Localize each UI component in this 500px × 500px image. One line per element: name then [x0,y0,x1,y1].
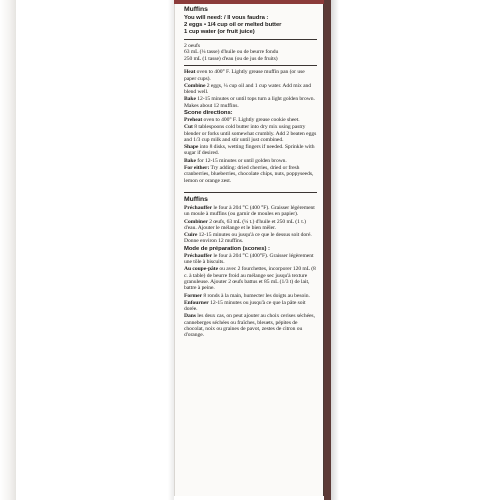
recipe-step: Preheat oven to 400° F. Lightly grease cookie sheet. [184,117,300,123]
recipe-step: Bake 12-15 minutes or until tops turn a light golden brown. Makes about 12 muffins. [184,96,315,109]
recipe-step: Préchauffer le four à 204 °C (400°F). Graisser légèrement une tôle à biscuits. [184,252,314,266]
french-scone-heading: Mode de préparation (scones) : [184,245,270,252]
recipe-step: Dans les deux cas, on peut ajouter au choix cerises séchées, canneberges séchées ou fraîches, bleuets, pépites de chocolat, noix ou graines de pavot, zestes de citron ou d'orange. [184,313,315,339]
box-edge-bar [324,0,331,500]
recipe-step: Heat oven to 400° F. Lightly grease muffin pan (or use paper cups). [184,69,305,82]
recipe-text-panel [184,6,317,340]
recipe-step: Cut 8 tablespoons cold butter into dry mix using pastry blender or forks until somewhat crumbly. Add 2 beaten eggs and 1/3 cup milk and stir until just combined. [184,124,317,143]
divider-rule [184,192,317,193]
english-muffin-directions [184,69,317,109]
need-line-2: 1 cup water (or fruit juice) [184,29,255,35]
recipe-step: Enfourner 12-15 minutes ou jusqu'à ce que la pâte soit dorée. [184,299,306,313]
divider-rule [184,65,317,66]
french-muffin-directions [184,205,317,245]
fr-need-line: 250 mL (1 tasse) d'eau (ou de jus de fruits) [184,55,278,62]
recipe-step: Former 8 ronds à la main, humecter les doigts au besoin. [184,292,310,299]
recipe-step: Préchauffer le four à 204 °C (400 °F). Graisser légèrement un moule à muffins (ou garnir de moules en papier). [184,204,315,218]
scone-heading: Scone directions: [184,110,233,116]
english-scone-directions [184,117,317,184]
recipe-step: Au coupe-pâte ou avec 2 fourchettes, incorporer 120 mL (8 c. à table) de beurre froid au mélange sec jusqu'à texture granuleuse. Ajouter 2 œufs battus et 85 mL (1/3 t) de lait, battre à peine. [184,266,316,292]
recipe-step: Cuire 12-15 minutes ou jusqu'à ce que le dessus soit doré. Donne environ 12 muffins. [184,232,312,245]
need-line-1: 2 eggs • 1/4 cup oil or melted butter [184,22,282,28]
recipe-step: For either: Try adding: dried cherries, dried or fresh cranberries, blueberries, chocolate chips, nuts, poppyseeds, lemon or orange zest. [184,165,314,184]
recipe-step: Combiner 2 œufs, 63 mL (¼ t.) d'huile et 250 mL (1 t.) d'eau. Ajouter le mélange et le bien mêler. [184,218,306,231]
recipe-step: Shape into 8 disks, wetting fingers if needed. Sprinkle with sugar if desired. [184,144,315,157]
ingredients-needed [184,15,317,36]
recipe-step: Bake for 12-15 minutes or until golden brown. [184,157,287,164]
english-title: Muffins [184,6,208,13]
french-ingredients [184,43,317,62]
package-side-panel [174,0,324,496]
top-color-strip [174,0,324,4]
fr-need-line: 2 oeufs [184,43,200,49]
box-edge-shadow [331,0,339,500]
french-scone-directions [184,253,317,339]
divider-rule [184,39,317,40]
background-left-edge [0,0,16,500]
need-heading: You will need: / Il vous faudra : [184,15,269,21]
french-title: Muffins [184,195,208,203]
recipe-step: Combine 2 eggs, ¼ cup oil and 1 cup water. Add mix and blend well. [184,82,312,96]
fr-need-line: 63 mL (¼ tasse) d'huile ou de beurre fondu [184,49,279,56]
